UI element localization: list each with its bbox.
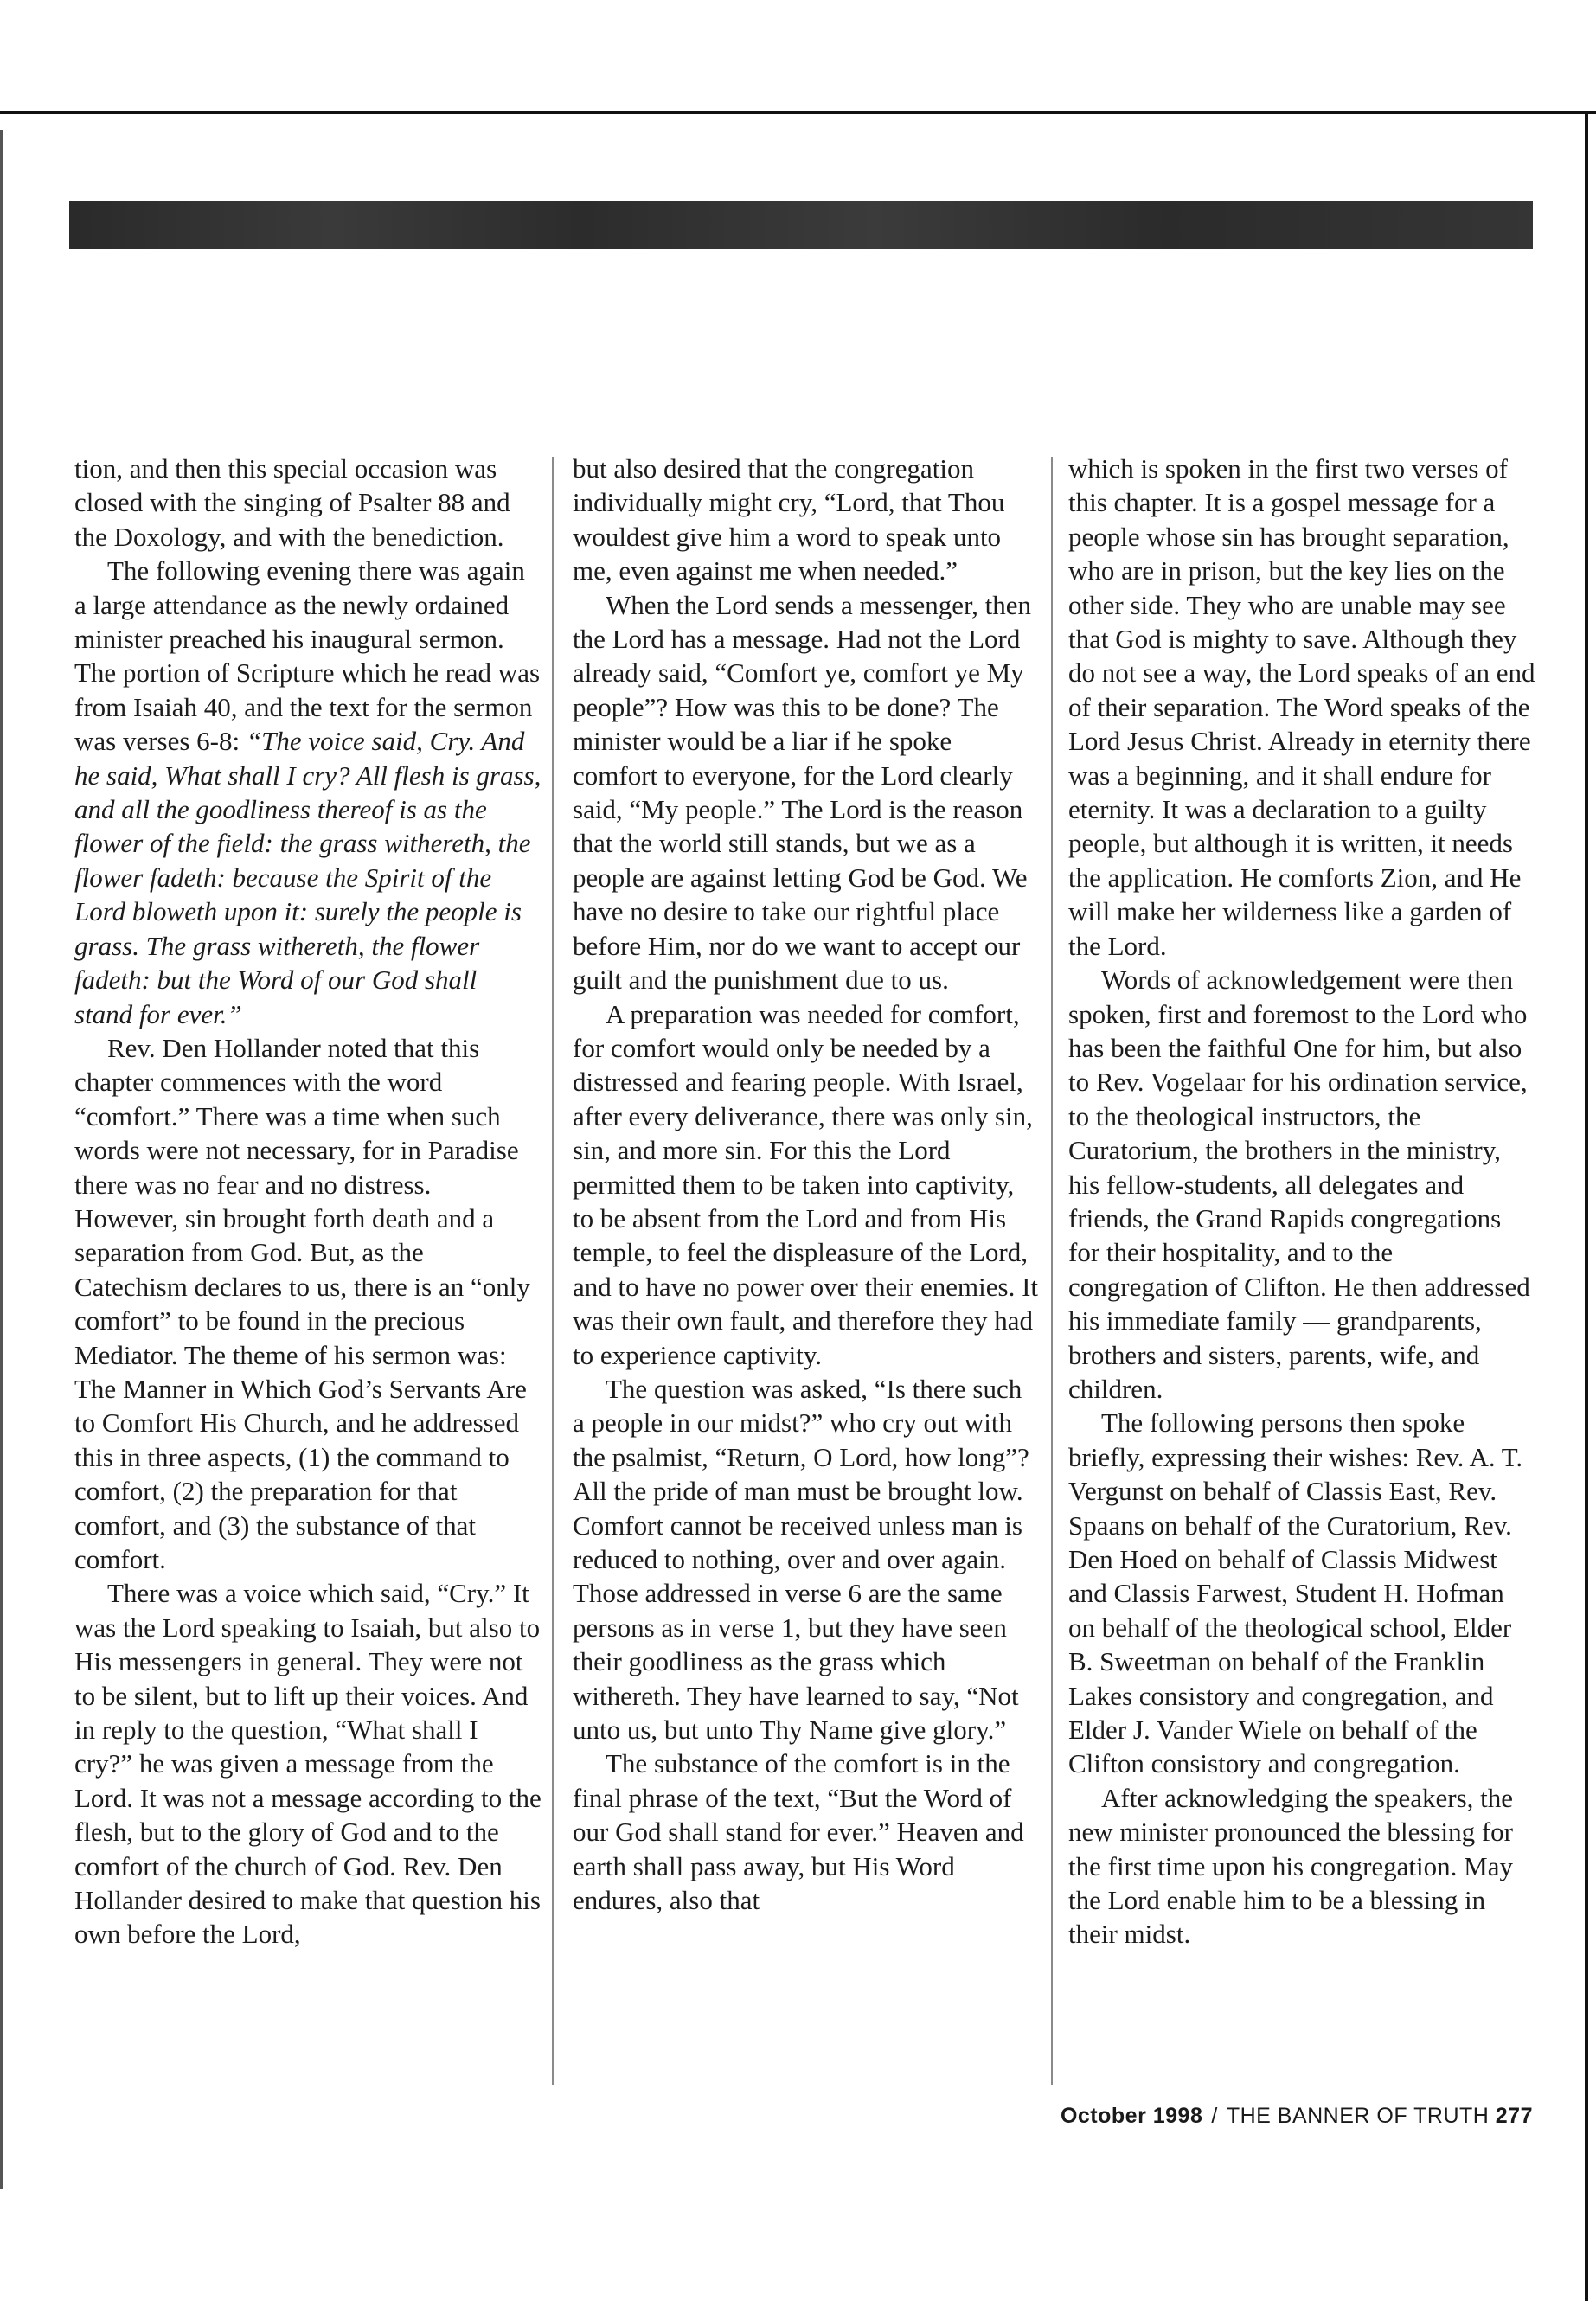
paragraph: [74, 1031, 542, 1577]
column-divider-1: [552, 457, 554, 2085]
paragraph-text: which is spoken in the first two verses of this chapter. It is a gospel message for a people whose sin has brought separation, who are in prison, but the key lies on the other side. They who are unable may see that God is mighty to save. Although they do not see a way, the Lord speaks of an end of their separation. The Word speaks of the Lord Jesus Christ. Already in eternity there was a beginning, and it shall endure for eternity. It was a declaration to a guilty people, but although it is written, it needs the application. He comforts Zion, and He will make her wilderness like a garden of the Lord.: [1068, 453, 1535, 961]
paragraph-text: The following evening there was again a large attendance as the newly ordained minister preached his inaugural sermon. The portion of Scripture which he read was from Isaiah 40, and the text for the sermon was verses 6-8:: [74, 555, 541, 757]
paragraph-text: tion, and then this special occasion was closed with the singing of Psalter 88 and the Doxology, and with the benediction.: [74, 453, 510, 552]
paragraph-text: There was a voice which said, “Cry.” It was the Lord speaking to Isaiah, but also to His messengers in general. They were not to be silent, but to lift up their voices. And in reply to the question, “What shall I cry?” he was given a message from the Lord. It was not a message according to the flesh, but to the glory of God and to the comfort of the church of God. Rev. Den Hollander desired to make that question his own before the Lord,: [74, 1578, 542, 1950]
paragraph: [1068, 1781, 1535, 1952]
paragraph: [573, 588, 1040, 997]
paragraph-text: The substance of the comfort is in the final phrase of the text, “But the Word of our God shall stand for ever.” Heaven and earth shall pass away, but His Word endures, also that: [573, 1748, 1024, 1916]
paragraph: [74, 554, 542, 1031]
page-footer: [1061, 2104, 1533, 2129]
paragraph: [573, 997, 1040, 1372]
column-divider-2: [1051, 457, 1053, 2085]
paragraph-text: When the Lord sends a messenger, then the Lord has a message. Had not the Lord already said, “Comfort ye, comfort ye My people”? How was this to be done? The minister would be a liar if he spoke comfort to everyone, for the Lord clearly said, “My people.” The Lord is the reason that the world still stands, but we as a people are against letting God be God. We have no desire to take our rightful place before Him, nor do we want to accept our guilt and the punishment due to us.: [573, 589, 1032, 996]
footer-page-number: 277: [1495, 2104, 1533, 2128]
left-page-edge: [0, 130, 3, 2189]
paragraph-text: The following persons then spoke briefly, expressing their wishes: Rev. A. T. Vergunst on behalf of Classis East, Rev. Spaans on behalf of the Curatorium, Rev. Den Hoed on behalf of Classis Midwest and Classis Farwest, Student H. Hofman on behalf of the theological school, Elder B. Sweetman on behalf of the Franklin Lakes consistory and congregation, and Elder J. Vander Wiele on behalf of the Clifton consistory and congregation.: [1068, 1407, 1523, 1779]
text-column-3: [1068, 452, 1535, 1952]
paragraph-text: Words of acknowledgement were then spoken, first and foremost to the Lord who has been the faithful One for him, but also to Rev. Vogelaar for his ordination service, to the theological instructors, the Curatorium, the brothers in the ministry, his fellow-students, all delegates and friends, the Grand Rapids congregations for their hospitality, and to the congregation of Clifton. He then addressed his immediate family — grandparents, brothers and sisters, parents, wife, and children.: [1068, 965, 1530, 1404]
paragraph: [573, 1747, 1040, 1917]
paragraph-text: After acknowledging the speakers, the new minister pronounced the blessing for the first time upon his congregation. May the Lord enable him to be a blessing in their midst.: [1068, 1782, 1514, 1950]
text-column-2: [573, 452, 1040, 1917]
paragraph: [1068, 1406, 1535, 1780]
paragraph-text: Rev. Den Hollander noted that this chapter commences with the word “comfort.” There was a time when such words were not necessary, for in Paradise there was no fear and no distress. However, sin brought forth death and a separation from God. But, as the Catechism declares to us, there is an “only comfort” to be found in the precious Mediator. The theme of his sermon was: The Manner in Which God’s Servants Are to Comfort His Church, and he addressed this in three aspects, (1) the command to comfort, (2) the preparation for that comfort, and (3) the substance of that comfort.: [74, 1032, 530, 1574]
paragraph-text: The question was asked, “Is there such a people in our midst?” who cry out with the psalmist, “Return, O Lord, how long”? All the pride of man must be brought low. Comfort cannot be received unless man is reduced to nothing, over and over again. Those addressed in verse 6 are the same persons as in verse 1, but they have seen their goodliness as the grass which withereth. They have learned to say, “Not unto us, but unto Thy Name give glory.”: [573, 1373, 1029, 1746]
paragraph-text: but also desired that the congregation individually might cry, “Lord, that Thou wouldest give him a word to speak unto me, even against me when needed.”: [573, 453, 1005, 586]
paragraph: [1068, 963, 1535, 1406]
paragraph-text: A preparation was needed for comfort, for comfort would only be needed by a distressed and fearing people. With Israel, after every deliverance, there was only sin, sin, and more sin. For this the Lord permitted them to be taken into captivity, to be absent from the Lord and from His temple, to feel the displeasure of the Lord, and to have no power over their enemies. It was their own fault, and therefore they had to experience captivity.: [573, 998, 1039, 1370]
paragraph: [74, 452, 542, 554]
paragraph: [1068, 452, 1535, 963]
scripture-quote: “The voice said, Cry. And he said, What shall I cry? All flesh is grass, and all the goodliness thereof is as the flower of the field: the grass withereth, the flower fadeth: because the Spirit of the Lord bloweth upon it: surely the people is grass. The grass withereth, the flower fadeth: but the Word of our God shall stand for ever.”: [74, 726, 542, 1029]
paragraph: [573, 452, 1040, 588]
footer-separator: /: [1211, 2104, 1218, 2128]
header-bar: [69, 201, 1533, 249]
paragraph: [573, 1372, 1040, 1747]
footer-date: October 1998: [1060, 2104, 1203, 2128]
footer-publication: THE BANNER OF TRUTH: [1226, 2104, 1490, 2128]
text-column-1: [74, 452, 542, 1952]
top-border-rule: [0, 111, 1596, 114]
right-page-edge: [1585, 111, 1588, 2301]
paragraph: [74, 1576, 542, 1951]
